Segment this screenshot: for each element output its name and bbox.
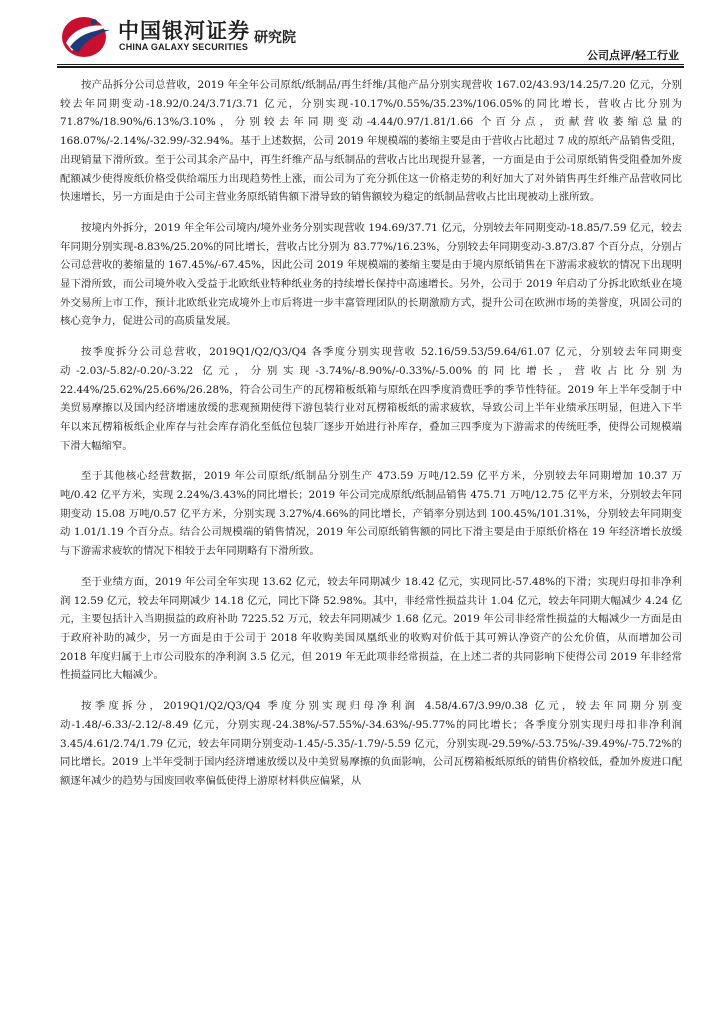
header-divider-thin xyxy=(57,64,684,65)
research-institute-label: 研究院 xyxy=(254,30,296,46)
company-logo-english: CHINA GALAXY SECURITIES xyxy=(119,42,249,52)
paragraph-earnings: 至于业绩方面，2019 年公司全年实现 13.62 亿元，较去年同期减少 18.42 亿元，实现同比-57.48%的下滑；实现归母扣非净利润 12.59 亿元，较去年同期减少 14.18 亿元，同比下降 52.98%。其中，非经常性损益共计 1.04 亿元，较去年同期大幅减少 4.24 亿元，主要包括计入当期损益的政府补助 7225.52 万元，较去年同期减少 1.68 亿元。2019 年公司非经常性损益的大幅减少一方面是由于政府补助的减少，另一方面是由于公司于 2018 年收购美国凤凰纸业的收购对价低于其可辨认净资产的公允价值，从而增加公司 2018 年度归属于上市公司股东的净利润 3.5 亿元，但 2019 年无此项非经常损益，在上述二者的共同影响下使得公司 2019 年非经常性损益同比大幅减少。 xyxy=(60,575,682,682)
company-logo-text: 中国银河证券 xyxy=(118,19,250,43)
paragraph-revenue-by-product: 按产品拆分公司总营收，2019 年全年公司原纸/纸制品/再生纤维/其他产品分别实现营收 167.02/43.93/14.25/7.20 亿元，分别较去年同期变动-18.92/0.24/3.71/3.71 亿元，分别实现-10.17%/0.55%/35.23%/106.05%的同比增长，营收占比分别为 71.87%/18.90%/6.13%/3.10%，分别较去年同期变动-4.44/0.97/1.81/1.66 个百分点，贡献营收萎缩总量的 168.07%/-2.14%/-32.99/-32.94%。基于上述数据，公司 2019 年规模端的萎缩主要是由于营收占比超过 7 成的原纸产品销售受阻，出现销量下滑所致。至于公司其余产品中，再生纤维产品与纸制品的营收占比出现提升显著，一方面是由于公司原纸销售受阻叠加外废配额减少使得废纸价格受供给端压力出现趋势性上涨，而公司为了充分抓住这一价格走势的利好加大了对外销售再生纤维产品营收同比快速增长，另一方面是由于公司主营业务原纸销售额下滑导致的销售额较为稳定的纸制品营收占比出现被动上涨所致。 xyxy=(60,79,682,204)
galaxy-logo-icon xyxy=(60,13,112,59)
report-category: 公司点评/轻工行业 xyxy=(586,49,679,62)
paragraph-revenue-by-region: 按境内外拆分，2019 年全年公司境内/境外业务分别实现营收 194.69/37.71 亿元，分别较去年同期变动-18.85/7.59 亿元，较去年同期分别实现-8.83%/25.20%的同比增长，营收占比分别为 83.77%/16.23%，分别较去年同期变动-3.87/3.87 个百分点，分别占公司总营收的萎缩量的 167.45%/-67.45%，因此公司 2019 年规模端的萎缩主要是由于境内原纸销售在下游需求疲软的情况下出现明显下滑所致，而公司境外收入受益于北欧纸业特种纸业务的持续增长保持中高速增长。另外，公司于 2019 年启动了分拆北欧纸业在境外交易所上市工作，预计北欧纸业完成境外上市后将进一步丰富管理团队的长期激励方式，提升公司在欧洲市场的美誉度，巩固公司的核心竞争力，促进公司的高质量发展。 xyxy=(60,221,682,328)
header-divider-thick xyxy=(57,66,684,68)
paragraph-quarterly-earnings: 按季度拆分，2019Q1/Q2/Q3/Q4 季度分别实现归母净利润 4.58/4.67/3.99/0.38 亿元，较去年同期分别变动-1.48/-6.33/-2.12/-8.49 亿元，分别实现-24.38%/-57.55%/-34.63%/-95.77%的同比增长；各季度分别实现归母扣非净利润 3.45/4.61/2.74/1.79 亿元，较去年同期分别变动-1.45/-5.35/-1.79/-5.59 亿元，分别实现-29.59%/-53.75%/-39.49%/-75.72%的同比增长。2019 上半年受制于国内经济增速放缓以及中美贸易摩擦的负面影响，公司瓦楞箱板纸原纸的销售价格较低，叠加外废进口配额逐年减少的趋势与国废回收率偏低使得上游原材料供应偏紧，从 xyxy=(60,700,683,787)
report-body xyxy=(60,76,682,803)
paragraph-revenue-by-quarter: 按季度拆分公司总营收，2019Q1/Q2/Q3/Q4 各季度分别实现营收 52.16/59.53/59.64/61.07 亿元，分别较去年同期变动-2.03/-5.82/-0.20/-3.22 亿元，分别实现-3.74%/-8.90%/-0.33%/-5.00%的同比增长，营收占比分别为 22.44%/25.62%/25.66%/26.28%，符合公司生产的瓦楞箱板纸箱与原纸在四季度消费旺季的季节性特征。2019 年上半年受制于中美贸易摩擦以及国内经济增速放缓的悲观预期使得下游包装行业对瓦楞箱板纸的需求疲软，导致公司上半年业绩承压明显，但进入下半年以来瓦楞箱板纸企业库存与社会库存消化至低位包装厂逐步开始进行补库存，叠加三四季度为下游需求的传统旺季，使得公司规模端下滑大幅缩窄。 xyxy=(60,346,682,452)
report-header xyxy=(0,0,724,66)
paragraph-operating-data: 至于其他核心经营数据，2019 年公司原纸/纸制品分别生产 473.59 万吨/12.59 亿平方米，分别较去年同期增加 10.37 万吨/0.42 亿平方米，实现 2.24%/3.43%的同比增长；2019 年公司完成原纸/纸制品销售 475.71 万吨/12.75 亿平方米，分别较去年同期变动 15.08 万吨/0.57 亿平方米，分别实现 3.27%/4.66%的同比增长，产销率分别达到 100.45%/101.31%，分别较去年同期变动 1.01/1.19 个百分点。结合公司规模端的销售情况，2019 年公司原纸销售额的同比下滑主要是由于原纸价格在 19 年经济增长放缓与下游需求疲软的情况下相较于去年同期略有下滑所致。 xyxy=(60,470,682,558)
